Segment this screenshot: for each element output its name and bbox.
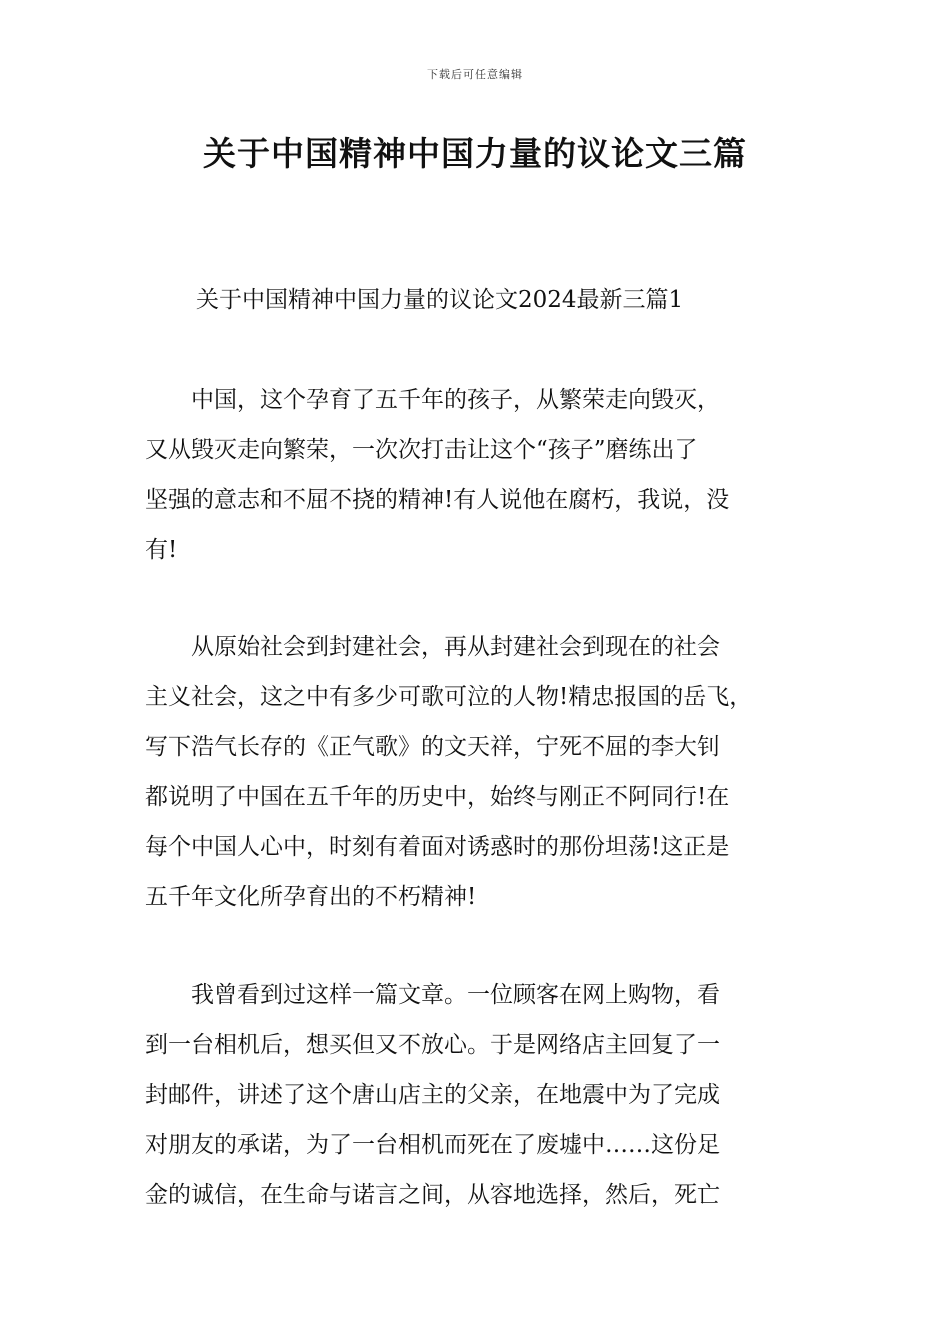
paragraph-line: 中国，这个孕育了五千年的孩子，从繁荣走向毁灭， <box>145 387 720 413</box>
header-note: 下载后可任意编辑 <box>427 68 523 81</box>
section-subtitle: 关于中国精神中国力量的议论文2024最新三篇1 <box>196 287 684 313</box>
paragraph-line: 有! <box>145 537 178 563</box>
paragraph-line: 我曾看到过这样一篇文章。一位顾客在网上购物，看 <box>145 982 720 1008</box>
paragraph-line: 封邮件，讲述了这个唐山店主的父亲，在地震中为了完成 <box>145 1082 720 1108</box>
paragraph-line: 每个中国人心中，时刻有着面对诱惑时的那份坦荡!这正是 <box>145 834 730 860</box>
paragraph-line: 都说明了中国在五千年的历史中，始终与刚正不阿同行!在 <box>145 784 730 810</box>
paragraph-line: 五千年文化所孕育出的不朽精神! <box>145 884 477 910</box>
paragraph-line: 金的诚信，在生命与诺言之间，从容地选择，然后，死亡 <box>145 1182 720 1208</box>
paragraph-line: 写下浩气长存的《正气歌》的文天祥，宁死不屈的李大钊 <box>145 734 720 760</box>
paragraph-line: 主义社会，这之中有多少可歌可泣的人物!精忠报国的岳飞， <box>145 684 753 710</box>
paragraph-line: 到一台相机后，想买但又不放心。于是网络店主回复了一 <box>145 1032 720 1058</box>
paragraph-line: 从原始社会到封建社会，再从封建社会到现在的社会 <box>145 634 720 660</box>
paragraph-line: 又从毁灭走向繁荣，一次次打击让这个“孩子”磨练出了 <box>145 437 698 463</box>
paragraph-line: 对朋友的承诺，为了一台相机而死在了废墟中……这份足 <box>145 1132 720 1158</box>
paragraph-line: 坚强的意志和不屈不挠的精神!有人说他在腐朽，我说，没 <box>145 487 730 513</box>
paragraph-3 <box>145 970 825 1220</box>
document-title: 关于中国精神中国力量的议论文三篇 <box>203 134 747 173</box>
paragraph-1 <box>145 375 825 575</box>
paragraph-2 <box>145 622 825 922</box>
